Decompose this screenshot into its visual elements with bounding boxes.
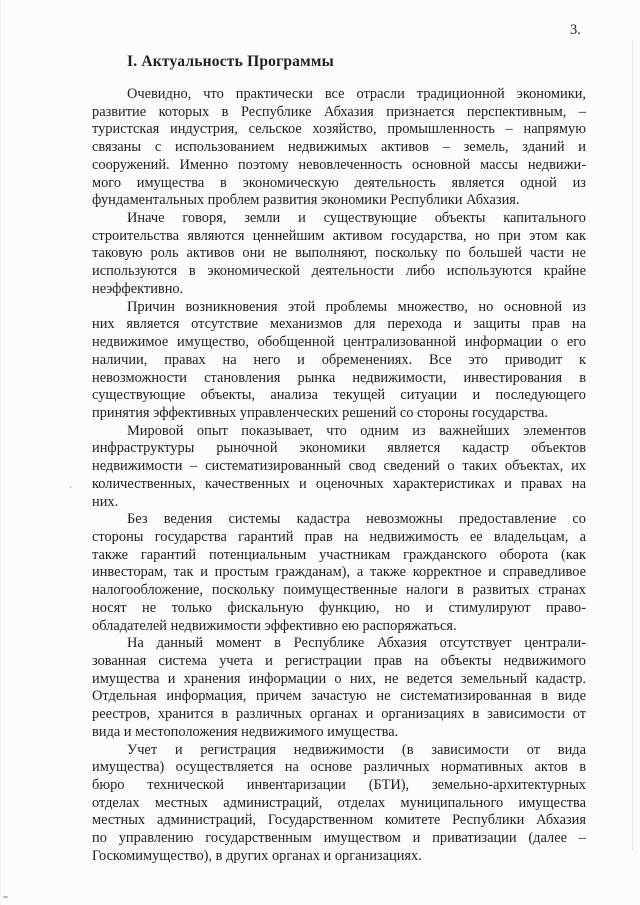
- text-line: инфраструктуры рыночной экономики является кадастр объектов: [92, 440, 586, 457]
- section-heading: I. Актуальность Программы: [127, 53, 334, 70]
- text-line: зованная система учета и регистрации прав на объекты недвижимого: [92, 653, 586, 669]
- text-line: вида и местоположения недвижимого имущества.: [92, 723, 399, 740]
- text-line: носят не только фискальную функцию, но и стимулируют право-: [92, 599, 586, 616]
- text-line: фундаментальных проблем развития экономики Республики Абхазия.: [92, 192, 520, 209]
- text-line: На данный момент в Республике Абхазия отсутствует централи-: [127, 635, 586, 652]
- paragraph: [92, 86, 586, 210]
- text-line: недвижимости – систематизированный свод сведений о таких объектах, их: [92, 458, 586, 475]
- text-line: туристская индустрия, сельское хозяйство, промышленность – напрямую: [92, 121, 586, 138]
- text-line: реестров, хранится в различных органах и организациях в зависимости от: [92, 706, 586, 723]
- scan-speck: [3, 896, 8, 898]
- text-line: строительства являются ценнейшим активом государства, но при этом как: [92, 227, 586, 244]
- paragraph: [92, 423, 586, 512]
- text-line: Учет и регистрация недвижимости (в зависимости от вида: [127, 741, 586, 758]
- paragraph: [92, 210, 586, 299]
- text-line: количественных, качественных и оценочных характеристиках и правах на: [92, 475, 586, 492]
- text-line: бюро технической инвентаризации (БТИ), земельно-архитектурных: [92, 777, 586, 794]
- text-line: них.: [92, 493, 119, 510]
- document-content: [92, 53, 586, 866]
- text-line: Без ведения системы кадастра невозможны предоставление со: [127, 511, 586, 528]
- text-line: неэффективно.: [92, 280, 184, 297]
- text-line: невозможности становления рынка недвижимости, инвестирования в: [92, 369, 586, 386]
- paragraph: [92, 299, 586, 423]
- paragraph: [92, 635, 586, 741]
- text-line: обладателей недвижимости эффективно ею распоряжаться.: [92, 617, 457, 634]
- text-line: таковую роль активов они не выполняют, поскольку по большей части не: [92, 245, 586, 262]
- document-body: [92, 86, 586, 866]
- text-line: принятия эффективных управленческих решений со стороны государства.: [92, 404, 548, 421]
- text-line: Иначе говоря, земли и существующие объекты капитального: [127, 210, 586, 227]
- text-line: Причин возникновения этой проблемы множество, но основной из: [127, 298, 586, 315]
- text-line: них является отсутствие механизмов для перехода и защиты прав на: [92, 316, 586, 333]
- page-number: 3.: [570, 22, 581, 38]
- text-line: стороны государства гарантий прав на недвижимость ее владельцам, а: [92, 528, 586, 545]
- text-line: мого имущества в экономическую деятельность является одной из: [92, 174, 586, 191]
- text-line: связаны с использованием недвижимых активов – земель, зданий и: [92, 139, 586, 156]
- text-line: наличии, правах на него и обременениях. Все это приводит к: [92, 351, 586, 368]
- text-line: местных администраций, Государственном комитете Республики Абхазия: [92, 812, 586, 829]
- text-line: имущества) осуществляется на основе различных нормативных актов в: [92, 759, 586, 776]
- text-line: сооружений. Именно поэтому невовлеченность основной массы недвижи-: [92, 156, 586, 173]
- text-line: также гарантий потенциальным участникам гражданского оборота (как: [92, 546, 586, 563]
- text-line: Госкомимущество), в других органах и организациях.: [92, 847, 422, 864]
- text-line: имущества и хранения информации о них, не ведется земельный кадастр.: [92, 670, 586, 687]
- text-line: развитие которых в Республике Абхазия признается перспективным, –: [92, 103, 586, 120]
- scan-speck: [69, 486, 72, 488]
- scan-edge-artifact-right: [632, 40, 633, 850]
- text-line: существующие объекты, анализа текущей ситуации и последующего: [92, 387, 586, 404]
- text-line: Мировой опыт показывает, что одним из важнейших элементов: [127, 422, 586, 439]
- scan-edge-artifact-left: [0, 0, 1, 905]
- text-line: используются в экономической деятельности либо используются крайне: [92, 263, 586, 280]
- paragraph: [92, 511, 586, 635]
- text-line: Очевидно, что практически все отрасли традиционной экономики,: [127, 86, 586, 102]
- text-line: Отдельная информация, причем зачастую не систематизированная в виде: [92, 688, 586, 705]
- text-line: отделах местных администраций, отделах муниципального имущества: [92, 794, 586, 811]
- text-line: по управлению государственным имуществом и приватизации (далее –: [92, 830, 586, 847]
- text-line: налогообложение, поскольку поимущественные налоги в развитых странах: [92, 582, 586, 599]
- text-line: недвижимое имущество, обобщенной централизованной информации о его: [92, 334, 586, 351]
- paragraph: [92, 742, 586, 866]
- text-line: инвесторам, так и простым гражданам), а также корректное и справедливое: [92, 564, 586, 581]
